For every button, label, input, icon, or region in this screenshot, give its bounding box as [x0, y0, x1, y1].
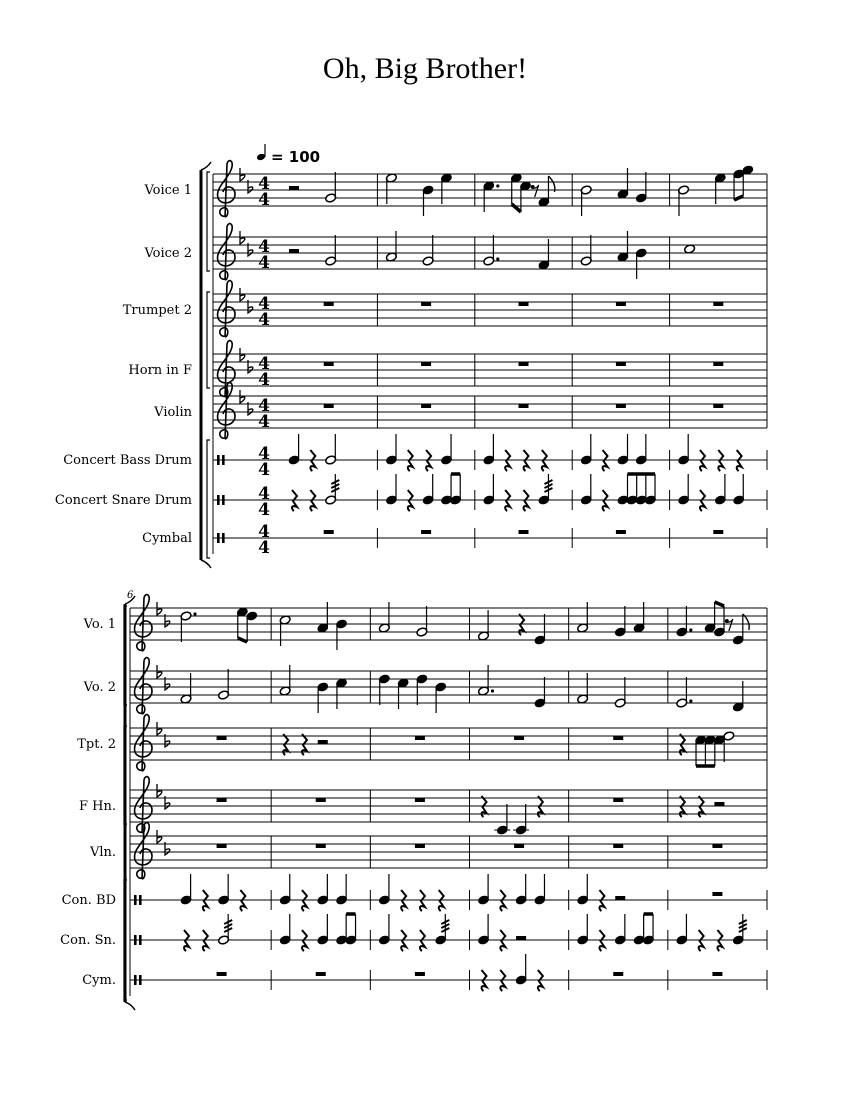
percussion-clef-icon — [222, 533, 225, 543]
tempo-marking: = 100 — [271, 148, 321, 166]
voices-bracket — [207, 172, 210, 271]
whole-rest-icon — [415, 798, 425, 802]
bracket-tip — [201, 162, 211, 170]
bracket-tip — [201, 560, 211, 568]
whole-rest-icon — [712, 844, 722, 848]
percussion-clef-icon — [217, 533, 220, 543]
time-sig-top: 4 — [258, 174, 270, 194]
time-sig-bottom: 4 — [258, 500, 270, 520]
instrument-label: Con. Sn. — [60, 933, 116, 948]
time-sig-top: 4 — [258, 396, 270, 416]
whole-rest-icon — [514, 736, 524, 740]
half-rest-icon — [289, 249, 299, 253]
note-beam — [715, 602, 724, 606]
instrument-label: Cymbal — [142, 531, 192, 546]
whole-rest-icon — [519, 530, 529, 534]
instrument-label: Cym. — [82, 973, 116, 988]
measure-number: 6 — [127, 590, 134, 601]
whole-rest-icon — [713, 530, 723, 534]
instrument-label: Horn in F — [128, 363, 192, 378]
percussion-clef-icon — [222, 495, 225, 505]
percussion-clef-icon — [217, 455, 220, 465]
whole-rest-icon — [616, 404, 626, 408]
whole-rest-icon — [217, 736, 227, 740]
whole-rest-icon — [324, 302, 334, 306]
instrument-label: Voice 2 — [144, 246, 192, 261]
half-rest-icon — [516, 936, 526, 940]
staff-cymbal — [142, 522, 767, 558]
whole-rest-icon — [613, 798, 623, 802]
staff-voice-1 — [143, 161, 767, 217]
augmentation-dot — [491, 689, 494, 692]
whole-rest-icon — [324, 362, 334, 366]
percussion-clef-icon — [134, 975, 137, 985]
whole-rest-icon — [421, 302, 431, 306]
whole-rest-icon — [713, 362, 723, 366]
system-1 — [55, 144, 767, 568]
whole-rest-icon — [514, 844, 524, 848]
whole-rest-icon — [712, 972, 722, 976]
augmentation-dot — [689, 699, 692, 702]
staff-voice-2 — [143, 224, 767, 280]
whole-rest-icon — [713, 302, 723, 306]
time-sig-top: 4 — [258, 354, 270, 374]
brass-brace — [207, 292, 210, 388]
treble-clef-icon — [135, 715, 152, 771]
whole-rest-icon — [324, 404, 334, 408]
staff-vln- — [89, 823, 767, 879]
whole-rest-icon — [415, 844, 425, 848]
whole-rest-icon — [217, 844, 227, 848]
staff-concert-bass-drum — [63, 434, 767, 480]
whole-rest-icon — [217, 972, 227, 976]
time-sig-top: 4 — [258, 444, 270, 464]
whole-rest-icon — [613, 736, 623, 740]
time-sig-top: 4 — [258, 484, 270, 504]
half-rest-icon — [714, 802, 724, 806]
time-sig-bottom: 4 — [258, 253, 270, 273]
staff-tpt-2 — [77, 715, 767, 771]
staff-trumpet-2 — [123, 281, 767, 337]
percussion-clef-icon — [139, 975, 142, 985]
whole-rest-icon — [713, 404, 723, 408]
half-rest-icon — [289, 186, 299, 190]
instrument-label: Voice 1 — [144, 183, 192, 198]
whole-rest-icon — [316, 798, 326, 802]
staff-concert-snare-drum — [55, 474, 767, 520]
augmentation-dot — [193, 612, 196, 615]
time-sig-bottom: 4 — [258, 190, 270, 210]
time-sig-bottom: 4 — [258, 538, 270, 558]
instrument-label: Vo. 1 — [83, 617, 116, 632]
time-sig-bottom: 4 — [258, 310, 270, 330]
whole-rest-icon — [421, 362, 431, 366]
note-beam — [512, 204, 521, 212]
half-rest-icon — [615, 896, 625, 900]
percussion-clef-icon — [217, 495, 220, 505]
percussion-clef-icon — [222, 455, 225, 465]
note-beam — [734, 196, 743, 200]
whole-rest-icon — [616, 362, 626, 366]
note-beam — [238, 638, 247, 642]
staff-con-bd — [62, 874, 767, 911]
staff-vo-2 — [83, 658, 767, 714]
percussion-clef-icon — [139, 935, 142, 945]
whole-rest-icon — [415, 736, 425, 740]
whole-rest-icon — [712, 892, 722, 896]
whole-rest-icon — [421, 530, 431, 534]
instrument-label: Vln. — [89, 845, 116, 860]
score-title: Oh, Big Brother! — [322, 52, 528, 85]
whole-rest-icon — [324, 530, 334, 534]
whole-rest-icon — [613, 844, 623, 848]
half-rest-icon — [318, 740, 328, 744]
treble-clef-icon — [218, 161, 235, 217]
whole-rest-icon — [519, 302, 529, 306]
staff-horn-in-f — [128, 341, 767, 397]
whole-rest-icon — [421, 404, 431, 408]
instrument-label: Con. BD — [61, 893, 116, 908]
whole-rest-icon — [519, 404, 529, 408]
percussion-bracket — [207, 440, 210, 558]
percussion-clef-icon — [139, 895, 142, 905]
time-sig-bottom: 4 — [258, 370, 270, 390]
instrument-label: Trumpet 2 — [122, 303, 192, 318]
treble-clef-icon — [135, 658, 152, 714]
instrument-label: Violin — [154, 405, 192, 420]
whole-rest-icon — [316, 972, 326, 976]
staff-cym- — [82, 954, 767, 991]
time-sig-top: 4 — [258, 237, 270, 257]
whole-rest-icon — [519, 362, 529, 366]
augmentation-dot — [689, 628, 692, 631]
instrument-label: Vo. 2 — [83, 680, 116, 695]
augmentation-dot — [496, 184, 499, 187]
staff-vo-1 — [83, 595, 767, 651]
treble-clef-icon — [218, 281, 235, 337]
bracket-tip — [125, 1002, 135, 1010]
whole-rest-icon — [217, 798, 227, 802]
whole-rest-icon — [613, 972, 623, 976]
whole-rest-icon — [616, 302, 626, 306]
time-sig-top: 4 — [258, 294, 270, 314]
staff-violin — [153, 383, 767, 439]
instrument-label: F Hn. — [79, 799, 116, 814]
system-2 — [60, 590, 767, 1010]
instrument-label: Tpt. 2 — [77, 737, 116, 752]
treble-clef-icon — [218, 224, 235, 280]
time-sig-bottom: 4 — [258, 460, 270, 480]
staff-f-hn- — [79, 777, 767, 835]
instrument-label: Concert Bass Drum — [63, 453, 192, 468]
percussion-clef-icon — [134, 895, 137, 905]
percussion-clef-icon — [134, 935, 137, 945]
augmentation-dot — [496, 257, 499, 260]
whole-rest-icon — [415, 972, 425, 976]
time-sig-top: 4 — [258, 522, 270, 542]
treble-clef-icon — [135, 595, 152, 651]
instrument-label: Concert Snare Drum — [54, 493, 192, 508]
time-sig-bottom: 4 — [258, 412, 270, 432]
staff-con-sn- — [60, 914, 767, 951]
whole-rest-icon — [616, 530, 626, 534]
whole-rest-icon — [316, 844, 326, 848]
